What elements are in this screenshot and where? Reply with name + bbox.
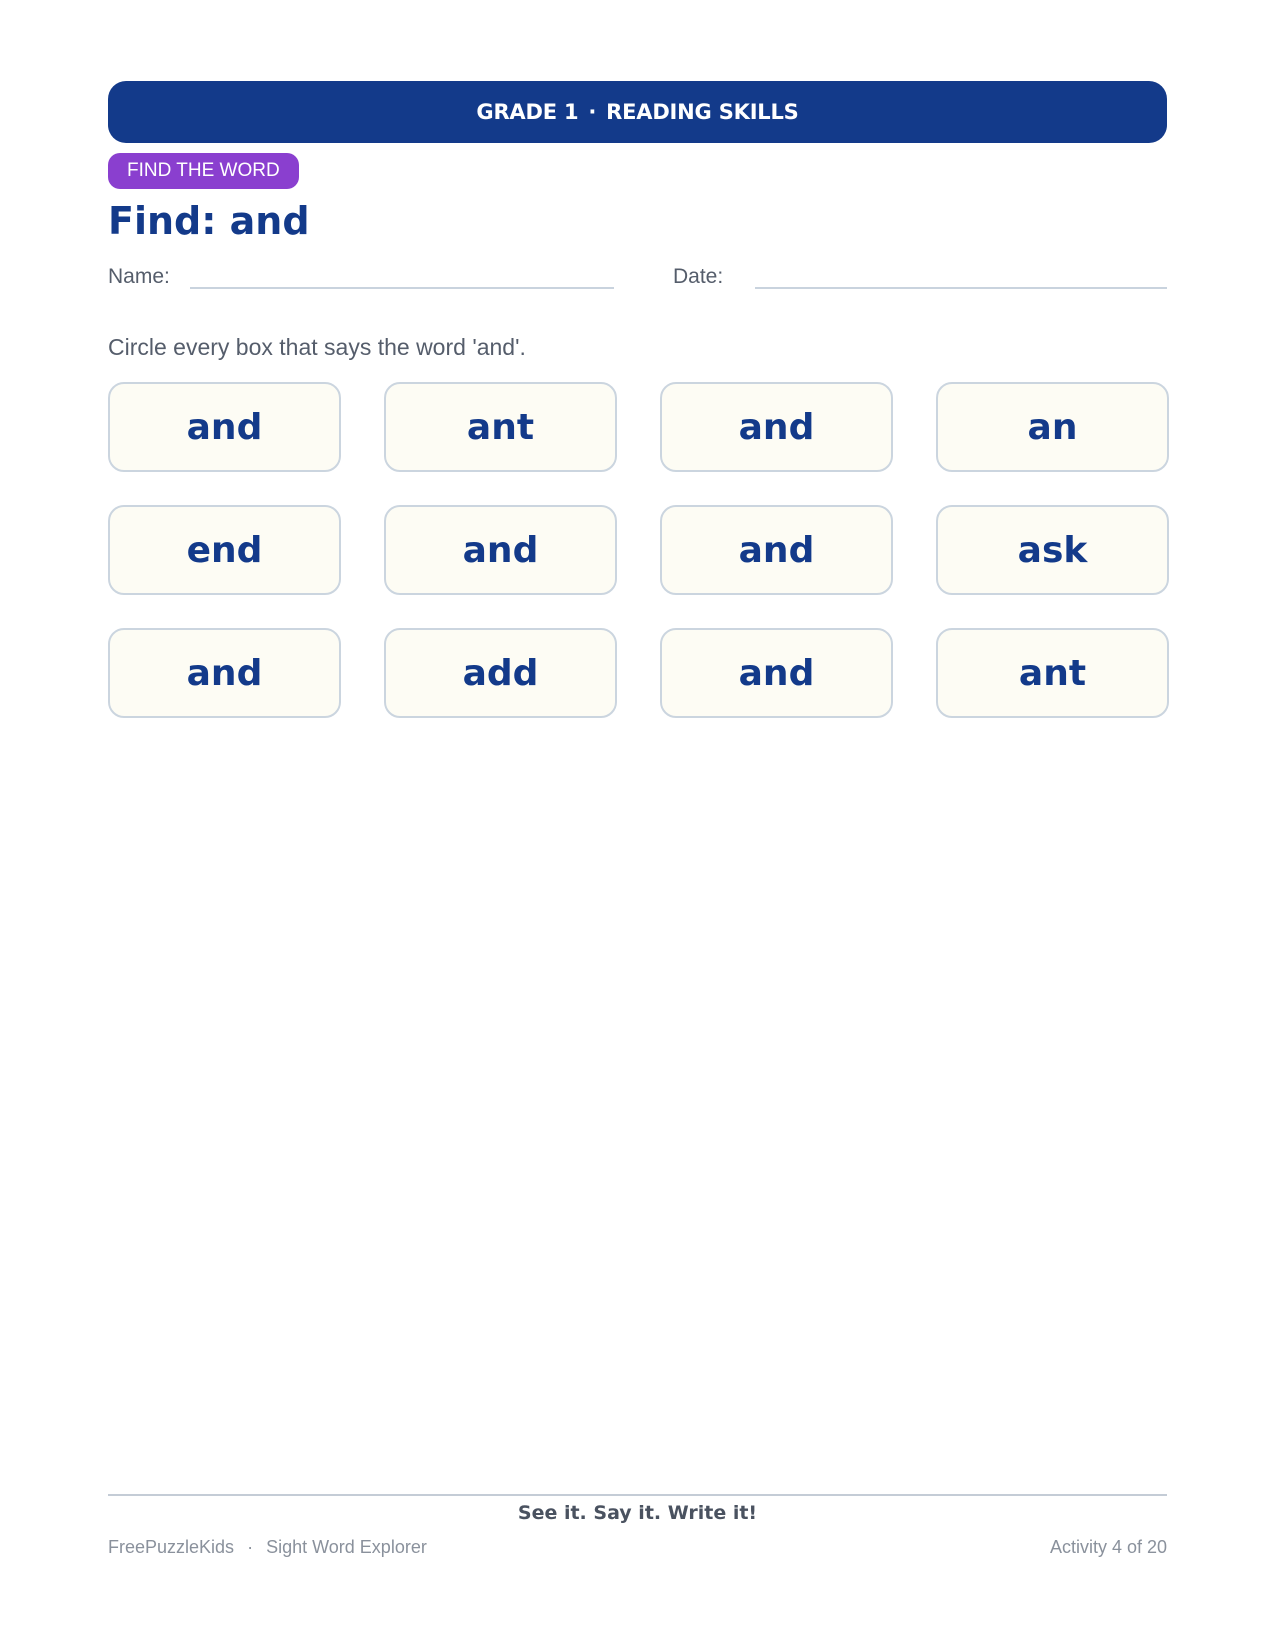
word-box[interactable]: ask xyxy=(936,505,1169,595)
footer-tagline: See it. Say it. Write it! xyxy=(517,1502,758,1524)
word-box[interactable]: an xyxy=(936,382,1169,472)
word-box[interactable]: and xyxy=(660,628,893,718)
word-box[interactable]: and xyxy=(108,628,341,718)
date-label: Date: xyxy=(673,265,724,288)
word-grid xyxy=(108,382,1168,718)
activity-progress: Activity 4 of 20 xyxy=(1049,1537,1167,1557)
activity-tag: FIND THE WORD xyxy=(108,153,299,189)
word-box[interactable]: end xyxy=(108,505,341,595)
header-separator: · xyxy=(588,100,597,124)
footer-brand xyxy=(108,1537,427,1558)
instructions-text: Circle every box that says the word 'and'. xyxy=(108,334,526,360)
footer-divider xyxy=(108,1494,1167,1496)
header-banner xyxy=(108,81,1167,143)
word-box[interactable]: and xyxy=(660,382,893,472)
name-field-line[interactable] xyxy=(190,287,614,289)
name-label: Name: xyxy=(108,265,170,288)
grade-label: GRADE 1 xyxy=(476,100,579,124)
footer-separator: · xyxy=(247,1537,254,1557)
brand-name: FreePuzzleKids xyxy=(108,1537,235,1557)
word-box[interactable]: and xyxy=(108,382,341,472)
word-box[interactable]: ant xyxy=(384,382,617,472)
series-name: Sight Word Explorer xyxy=(266,1537,427,1557)
word-box[interactable]: ant xyxy=(936,628,1169,718)
date-field-line[interactable] xyxy=(755,287,1167,289)
word-box[interactable]: and xyxy=(384,505,617,595)
page-title: Find: and xyxy=(108,199,310,243)
subject-label: READING SKILLS xyxy=(606,100,799,124)
word-box[interactable]: and xyxy=(660,505,893,595)
word-box[interactable]: add xyxy=(384,628,617,718)
